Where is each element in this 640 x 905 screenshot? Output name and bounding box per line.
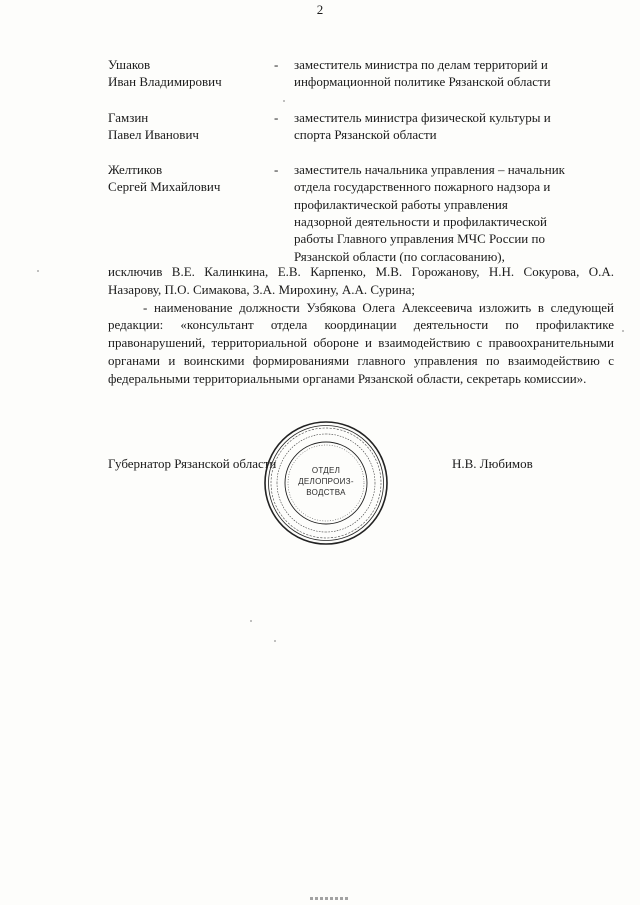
role-line: Рязанской области (по согласованию), [294, 248, 505, 264]
member-surname: Желтиков [108, 162, 163, 178]
scan-speck [250, 620, 252, 622]
scan-speck [37, 270, 39, 272]
role-line: информационной политике Рязанской области [294, 74, 551, 90]
role-line: работы Главного управления МЧС России по [294, 231, 545, 247]
role-line: заместитель министра по делам территорий и [294, 57, 548, 72]
scan-speck [622, 330, 624, 332]
scan-artifact-mark [310, 897, 350, 900]
member-entry [108, 161, 614, 265]
office-seal [263, 420, 389, 546]
role-line: спорта Рязанской области [294, 126, 437, 142]
member-name [108, 56, 270, 91]
seal-center-line: ДЕЛОПРОИЗ- [298, 477, 354, 486]
member-given-name: Иван Владимирович [108, 74, 222, 89]
page-number: 2 [316, 2, 324, 17]
member-dash: - [274, 109, 279, 125]
scan-speck [283, 100, 285, 102]
seal-center-line: ВОДСТВА [306, 488, 346, 497]
member-surname: Ушаков [108, 57, 151, 72]
signatory-name: Н.В. Любимов [452, 456, 533, 471]
excluded-members-paragraph: исключив В.Е. Калинкина, Е.В. Карпенко, М.В. Горожанову, Н.Н. Сокурова, О.А. Назарову, П.О. Симакова, З.А. Мирохину, А.А. Сурина; [108, 264, 614, 297]
role-line: заместитель министра физической культуры и [294, 109, 551, 125]
member-dash: - [274, 57, 279, 72]
amendment-paragraph: - наименование должности Узбякова Олега Алексеевича изложить в следующей редакции: «консультант отдела координации деятельности по профилактике правонарушений, территориальной обороне и взаимодействию с правоохранительными органами и воинскими формированиями главного управления по взаимодействию с федеральными территориальными органами Рязанской области, секретарь комиссии». [108, 299, 614, 386]
role-line: надзорной деятельности и профилактической [294, 214, 547, 230]
member-given-name: Павел Иванович [108, 126, 199, 142]
member-name [108, 109, 270, 144]
scan-speck [274, 640, 276, 642]
member-surname: Гамзин [108, 109, 149, 125]
body-text [108, 263, 614, 388]
member-entry [108, 109, 614, 144]
member-list [108, 56, 614, 283]
member-entry [108, 56, 614, 91]
member-role [294, 161, 614, 265]
member-role [294, 109, 614, 144]
member-name [108, 161, 270, 265]
role-line: отдела государственного пожарного надзора и [294, 179, 551, 195]
member-dash: - [274, 162, 279, 178]
seal-center-line: ОТДЕЛ [311, 466, 341, 475]
member-given-name: Сергей Михайлович [108, 179, 221, 195]
signatory-title: Губернатор Рязанской области [108, 456, 277, 471]
member-role [294, 56, 614, 91]
role-line: заместитель начальника управления – начальник [294, 162, 565, 178]
role-line: профилактической работы управления [294, 196, 508, 212]
